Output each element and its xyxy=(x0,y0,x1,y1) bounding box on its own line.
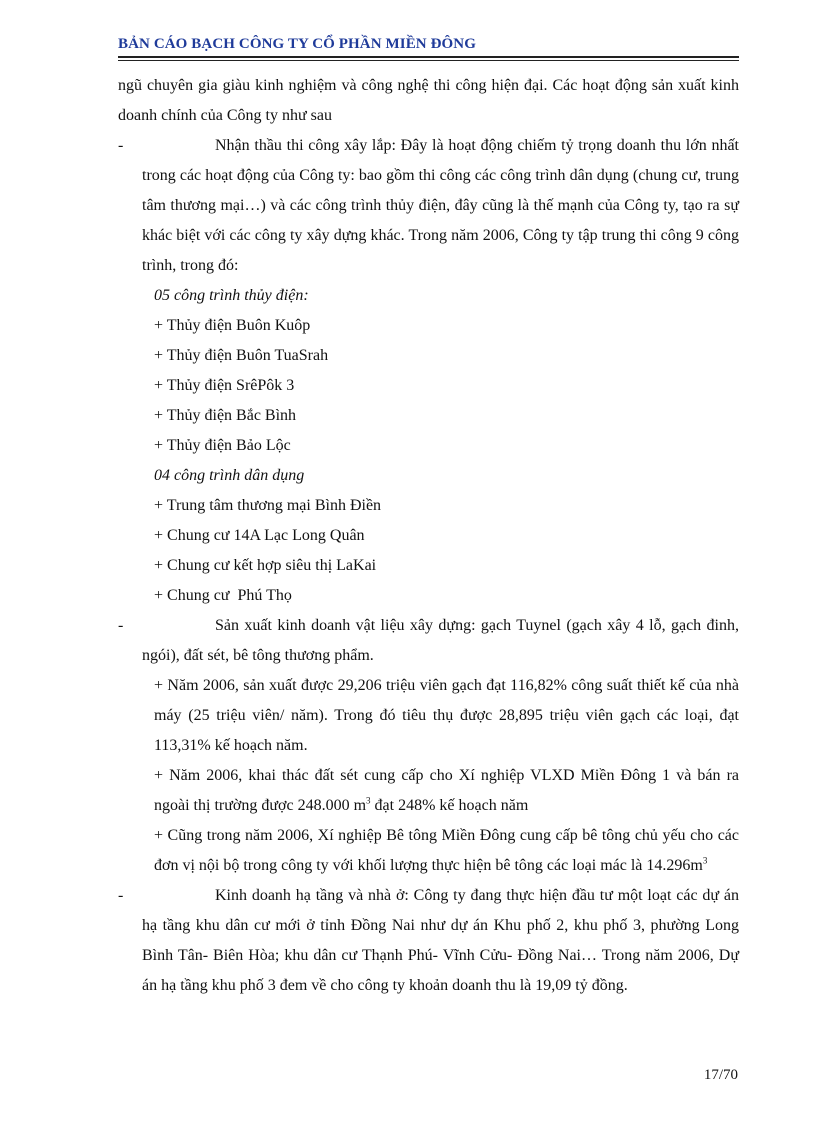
list-item: + Thủy điện Bắc Bình xyxy=(154,407,297,424)
intro-paragraph: ngũ chuyên gia giàu kinh nghiệm và công nghệ thi công hiện đại. Các hoạt động sản xuất kinh doanh chính của Công ty như sau xyxy=(118,77,739,124)
list-item: + Chung cư kết hợp siêu thị LaKai xyxy=(154,557,377,574)
section-materials-text: Sản xuất kinh doanh vật liệu xây dựng: gạch Tuynel (gạch xây 4 lỗ, gạch đinh, ngói), đất sét, bê tông thương phẩm. xyxy=(142,617,739,664)
hydro-heading: 05 công trình thủy điện: xyxy=(154,287,309,304)
section-materials xyxy=(118,611,739,671)
list-item: + Thủy điện Buôn TuaSrah xyxy=(154,347,329,364)
bullet-dash: - xyxy=(118,137,124,154)
materials-item-clay xyxy=(118,761,739,821)
materials-item-concrete xyxy=(118,821,739,881)
header-rule-thin xyxy=(118,60,739,61)
materials-item-bricks: + Năm 2006, sản xuất được 29,206 triệu viên gạch đạt 116,82% công suất thiết kế của nhà máy (25 triệu viên/ năm). Trong đó tiêu thụ được 28,895 triệu viên gạch các loại, đạt 113,31% kế hoạch năm. xyxy=(154,677,739,754)
list-item: + Thủy điện SrêPôk 3 xyxy=(154,377,295,394)
list-item: + Chung cư 14A Lạc Long Quân xyxy=(154,527,365,544)
bullet-dash: - xyxy=(118,617,124,634)
document-header-title: BẢN CÁO BẠCH CÔNG TY CỔ PHẦN MIỀN ĐÔNG xyxy=(118,36,476,52)
bullet-dash: - xyxy=(118,887,124,904)
list-item: + Chung cư Phú Thọ xyxy=(154,587,292,604)
section-construction-text: Nhận thầu thi công xây lắp: Đây là hoạt động chiếm tỷ trọng doanh thu lớn nhất trong các hoạt động của Công ty: bao gồm thi công các công trình dân dụng (chung cư, trung tâm thương mại…) và các công trình thủy điện, đây cũng là thế mạnh của Công ty, tạo ra sự khác biệt với các công ty xây dựng khác. Trong năm 2006, Công ty tập trung thi công 9 công trình, trong đó: xyxy=(142,137,739,274)
list-item: + Thủy điện Bảo Lộc xyxy=(154,437,291,454)
concrete-text: + Cũng trong năm 2006, Xí nghiệp Bê tông Miền Đông cung cấp bê tông chủ yếu cho các đơn vị nội bộ trong công ty với khối lượng thực hiện bê tông các loại mác là 14.296m xyxy=(154,827,739,874)
header-rule-thick xyxy=(118,56,739,58)
civil-heading: 04 công trình dân dụng xyxy=(154,467,305,484)
superscript: 3 xyxy=(366,795,371,806)
list-item: + Trung tâm thương mại Bình Điền xyxy=(154,497,382,514)
section-construction xyxy=(118,131,739,281)
section-infrastructure-text: Kinh doanh hạ tầng và nhà ở: Công ty đang thực hiện đầu tư một loạt các dự án hạ tầng khu dân cư mới ở tỉnh Đồng Nai như dự án Khu phố 2, khu phố 3, phường Long Bình Tân- Biên Hòa; khu dân cư Thạnh Phú- Vĩnh Cửu- Đồng Nai… Trong năm 2006, Dự án hạ tầng khu phố 3 đem về cho công ty khoản doanh thu là 19,09 tỷ đồng. xyxy=(142,887,739,994)
superscript: 3 xyxy=(702,855,708,866)
section-infrastructure xyxy=(118,881,739,1001)
clay-text: + Năm 2006, khai thác đất sét cung cấp cho Xí nghiệp VLXD Miền Đông 1 và bán ra ngoài thị trường được 248.000 m xyxy=(154,767,739,814)
page-number: 17/70 xyxy=(703,1067,738,1083)
document-body xyxy=(118,71,739,1001)
clay-text-end: đạt 248% kế hoạch năm xyxy=(370,797,529,814)
list-item: + Thủy điện Buôn Kuôp xyxy=(154,317,311,334)
